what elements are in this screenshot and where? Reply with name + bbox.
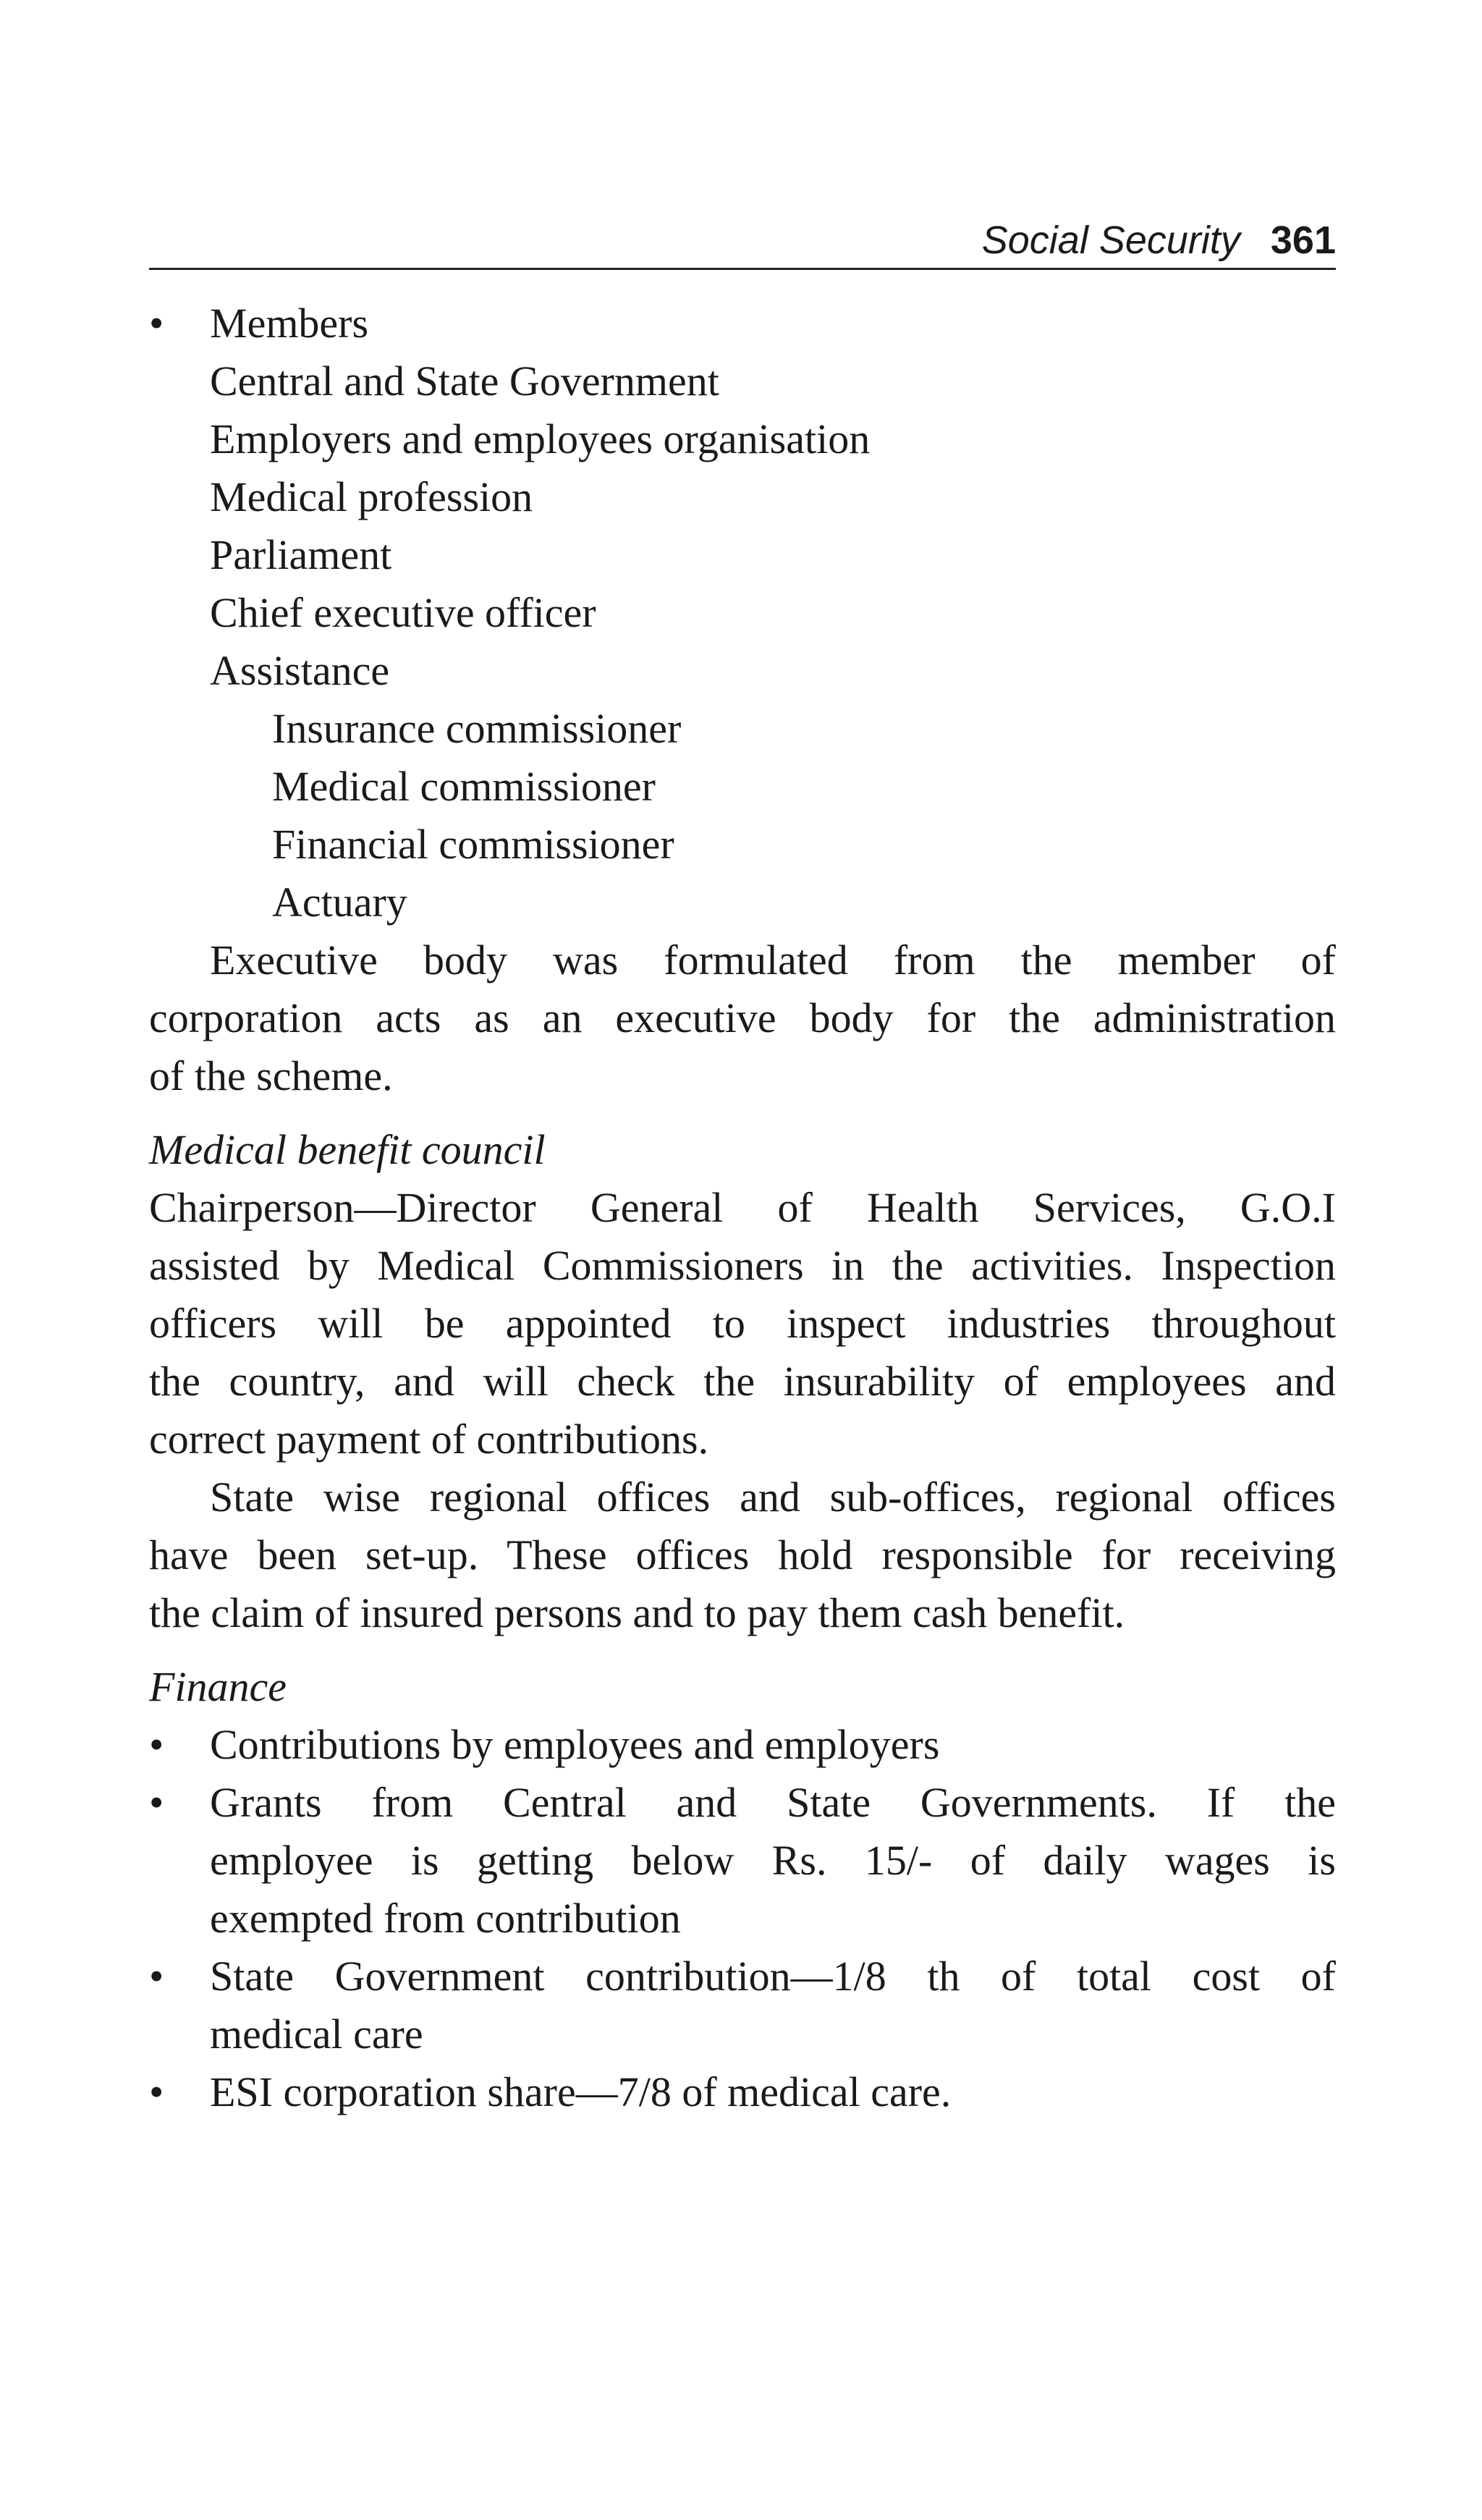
paragraph-line: Chairperson—Director General of Health Services, G.O.I [149, 1184, 1336, 1231]
medical-benefit-council-heading: Medical benefit council [149, 1126, 546, 1173]
paragraph-line: assisted by Medical Commissioners in the activities. Inspection [149, 1242, 1336, 1289]
member-item: Parliament [210, 531, 392, 578]
paragraph-line: the claim of insured persons and to pay them cash benefit. [149, 1589, 1125, 1636]
member-item: Medical profession [210, 473, 533, 520]
bullet-line: exempted from contribution [210, 1895, 681, 1942]
bullet-line: ESI corporation share—7/8 of medical care. [210, 2068, 952, 2115]
member-item: Chief executive officer [210, 589, 596, 636]
assistance-item: Financial commissioner [272, 821, 674, 868]
paragraph-line: officers will be appointed to inspect industries throughout [149, 1300, 1336, 1347]
finance-bullet-item [149, 1716, 1336, 1774]
page-body [149, 295, 1336, 2121]
member-item: Assistance [210, 647, 390, 694]
paragraph-line: Executive body was formulated from the member of [210, 936, 1336, 984]
bullet-line: employee is getting below Rs. 15/- of daily wages is [210, 1837, 1336, 1884]
book-page [149, 217, 1336, 2121]
bullet-marker: • [149, 2068, 164, 2115]
members-bullet-item [149, 295, 1336, 352]
bullet-line: Contributions by employees and employers [210, 1721, 940, 1768]
bullet-marker: • [149, 1721, 164, 1768]
bullet-line: medical care [210, 2010, 423, 2058]
council-paragraph-2 [149, 1468, 1336, 1642]
bullet-marker: • [149, 1779, 164, 1826]
bullet-line: State Government contribution—1/8 th of total cost of [210, 1953, 1336, 2000]
assistance-item: Insurance commissioner [272, 705, 682, 752]
bullet-line: Grants from Central and State Governments. If the [210, 1779, 1336, 1826]
finance-bullet-item [149, 1774, 1336, 1948]
paragraph-line: correct payment of contributions. [149, 1416, 709, 1463]
finance-bullet-item [149, 2063, 1336, 2121]
running-header [149, 217, 1336, 270]
finance-heading: Finance [149, 1663, 287, 1710]
finance-bullet-item [149, 1948, 1336, 2063]
paragraph-line: have been set-up. These offices hold responsible for receiving [149, 1531, 1336, 1578]
paragraph-line: State wise regional offices and sub-offices, regional offices [210, 1473, 1336, 1521]
members-label: Members [210, 300, 369, 347]
assistance-item: Actuary [272, 879, 407, 926]
council-paragraph-1 [149, 1179, 1336, 1468]
member-item: Employers and employees organisation [210, 415, 871, 462]
section-title: Social Security [981, 219, 1240, 262]
assistance-item: Medical commissioner [272, 763, 656, 810]
paragraph-line: corporation acts as an executive body for the administration [149, 994, 1336, 1041]
bullet-marker: • [149, 300, 164, 347]
page-number: 361 [1270, 219, 1336, 262]
paragraph-line: the country, and will check the insurability of employees and [149, 1358, 1336, 1405]
member-item: Central and State Government [210, 358, 719, 405]
paragraph-line: of the scheme. [149, 1052, 393, 1099]
bullet-marker: • [149, 1953, 164, 2000]
executive-body-paragraph [149, 931, 1336, 1105]
